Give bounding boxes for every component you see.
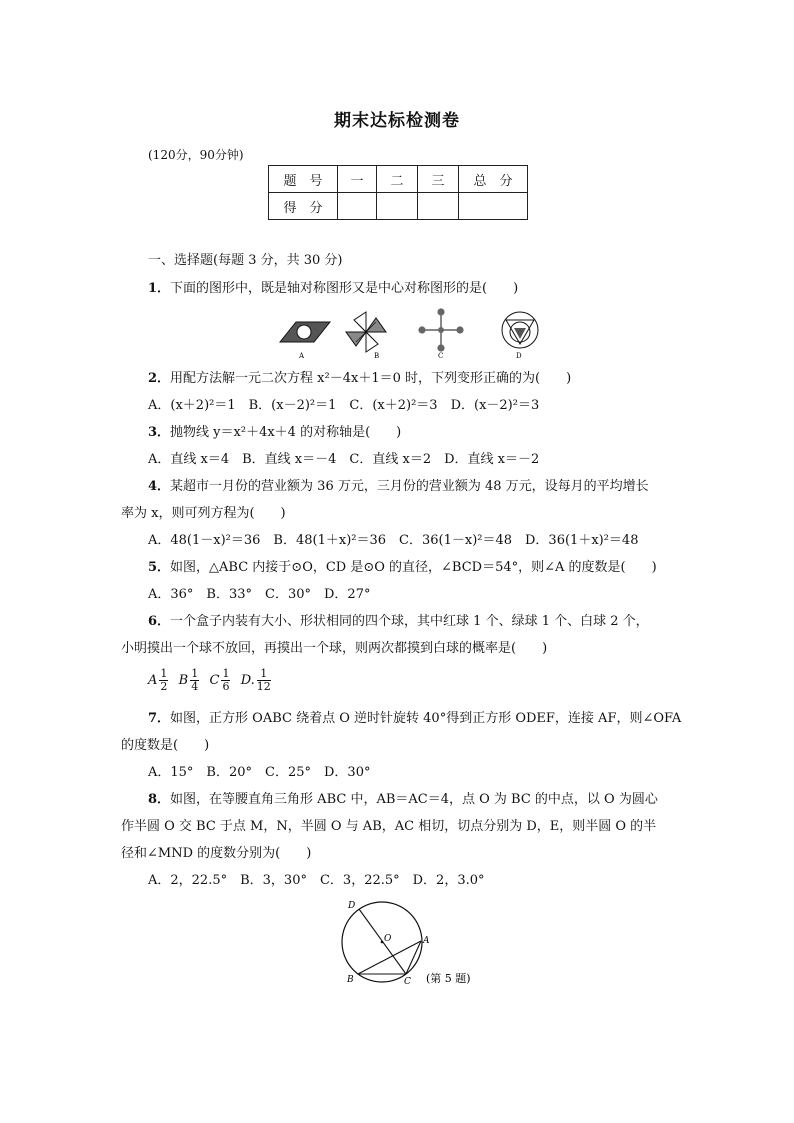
question-8-cont: 径和∠MND 的度数分别为( ) — [121, 846, 312, 861]
question-text: 如图，在等腰直角三角形 ABC 中，AB＝AC＝4，点 O 为 BC 的中点，以 O 为圆心 — [170, 792, 658, 807]
figure-label: D — [516, 352, 522, 360]
point-label-c: C — [404, 977, 411, 987]
fraction-denominator: 12 — [256, 680, 271, 693]
question-8 — [148, 791, 658, 809]
fraction-denominator: 6 — [222, 680, 230, 693]
score-cell[interactable] — [459, 193, 528, 220]
fraction-denominator: 4 — [191, 680, 199, 693]
fraction-numerator: 1 — [222, 667, 230, 680]
header-cell: 二 — [377, 166, 418, 193]
figure-label: C — [438, 352, 444, 360]
question-number: 7． — [148, 711, 171, 726]
question-3-options: A．直线 x＝4 B．直线 x＝－4 C．直线 x＝2 D．直线 x＝－2 — [148, 452, 540, 467]
question-6 — [148, 613, 649, 631]
question-number: 8． — [148, 792, 171, 807]
question-number: 2． — [148, 371, 171, 386]
question-8-options: A．2，22.5° B．3，30° C．3，22.5° D．2，3.0° — [148, 873, 485, 888]
figure-label: B — [374, 352, 380, 360]
question-8-cont: 作半圆 O 交 BC 于点 M，N，半圆 O 与 AB，AC 相切，切点分别为 D，E，则半圆 O 的半 — [121, 819, 657, 834]
section-heading: 一、选择题(每题 3 分，共 30 分) — [148, 253, 343, 268]
point-label-o: O — [384, 934, 392, 944]
question-number: 6． — [148, 614, 171, 629]
point-label-d: D — [348, 901, 356, 911]
question-6-options — [148, 666, 273, 696]
fraction-numerator: 1 — [257, 668, 271, 681]
question-3 — [148, 424, 401, 442]
question-5 — [148, 559, 657, 577]
score-table-header-row — [269, 166, 528, 193]
figure-label: A — [299, 352, 305, 360]
fraction-numerator: 1 — [191, 667, 199, 680]
question-4 — [148, 478, 649, 496]
question-text: 下面的图形中，既是轴对称图形又是中心对称图形的是( ) — [170, 281, 519, 296]
header-cell: 一 — [338, 166, 377, 193]
q1-figures — [270, 306, 550, 362]
option-fraction — [221, 668, 230, 693]
figure-d-circle-triangle — [502, 312, 538, 360]
question-4-cont: 率为 x，则可列方程为( ) — [121, 506, 286, 521]
header-cell: 三 — [418, 166, 459, 193]
question-number: 4． — [148, 479, 171, 494]
point-label-b: B — [347, 975, 354, 985]
question-5-options: A．36° B．33° C．30° D．27° — [148, 587, 371, 602]
question-text: 抛物线 y＝x²＋4x＋4 的对称轴是( ) — [170, 425, 402, 440]
score-table — [268, 165, 528, 220]
question-7 — [148, 710, 681, 728]
fraction-denominator: 2 — [160, 680, 168, 693]
question-text: 某超市一月份的营业额为 36 万元，三月份的营业额为 48 万元，设每月的平均增长 — [170, 479, 649, 494]
option-letter: D. — [240, 673, 255, 688]
point-label-a: A — [423, 936, 430, 946]
question-6-cont: 小明摸出一个球不放回，再摸出一个球，则两次都摸到白球的概率是( ) — [121, 641, 548, 656]
question-text: 如图，△ABC 内接于⊙O，CD 是⊙O 的直径，∠BCD＝54°，则∠A 的度数是( ) — [170, 560, 657, 575]
question-text: 如图，正方形 OABC 绕着点 O 逆时针旋转 40°得到正方形 ODEF，连接 AF，则∠OFA — [170, 711, 682, 726]
header-cell: 总 分 — [459, 166, 528, 193]
figure-b-pinwheel — [346, 312, 386, 360]
question-7-cont: 的度数是( ) — [121, 738, 210, 753]
header-cell: 题 号 — [269, 166, 338, 193]
option-fraction — [190, 668, 199, 693]
score-time-info: (120分，90分钟) — [148, 148, 244, 162]
fraction-numerator: 1 — [160, 667, 168, 680]
question-2 — [148, 370, 571, 388]
score-cell[interactable] — [418, 193, 459, 220]
figure-q5-circle — [336, 896, 496, 992]
score-cell[interactable] — [338, 193, 377, 220]
question-1 — [148, 280, 518, 298]
option-fraction — [159, 668, 168, 693]
option-letter: C — [209, 673, 220, 688]
question-text: 用配方法解一元二次方程 x²－4x＋1＝0 时，下列变形正确的为( ) — [170, 371, 572, 386]
question-4-options: A．48(1－x)²＝36 B．48(1＋x)²＝36 C．36(1－x)²＝48 D．36(1＋x)²＝48 — [148, 533, 639, 548]
question-2-options: A．(x＋2)²＝1 B．(x－2)²＝1 C．(x＋2)²＝3 D．(x－2)²＝3 — [148, 398, 540, 413]
figure-c-cross-dots — [418, 308, 463, 360]
page-title: 期末达标检测卷 — [334, 111, 460, 131]
figure-a-parallelogram — [280, 322, 330, 360]
score-cell[interactable] — [377, 193, 418, 220]
row-label-cell: 得 分 — [269, 193, 338, 220]
option-letter: A — [148, 673, 158, 688]
score-table-score-row — [269, 193, 528, 220]
figure-caption: (第 5 题) — [426, 972, 471, 985]
option-letter: B — [178, 673, 189, 688]
option-fraction — [257, 668, 271, 693]
question-number: 5． — [148, 560, 171, 575]
question-text: 一个盒子内装有大小、形状相同的四个球，其中红球 1 个、绿球 1 个、白球 2 个， — [170, 614, 649, 629]
question-number: 3． — [148, 425, 171, 440]
question-number: 1． — [148, 281, 171, 296]
question-7-options: A．15° B．20° C．25° D．30° — [148, 765, 371, 780]
